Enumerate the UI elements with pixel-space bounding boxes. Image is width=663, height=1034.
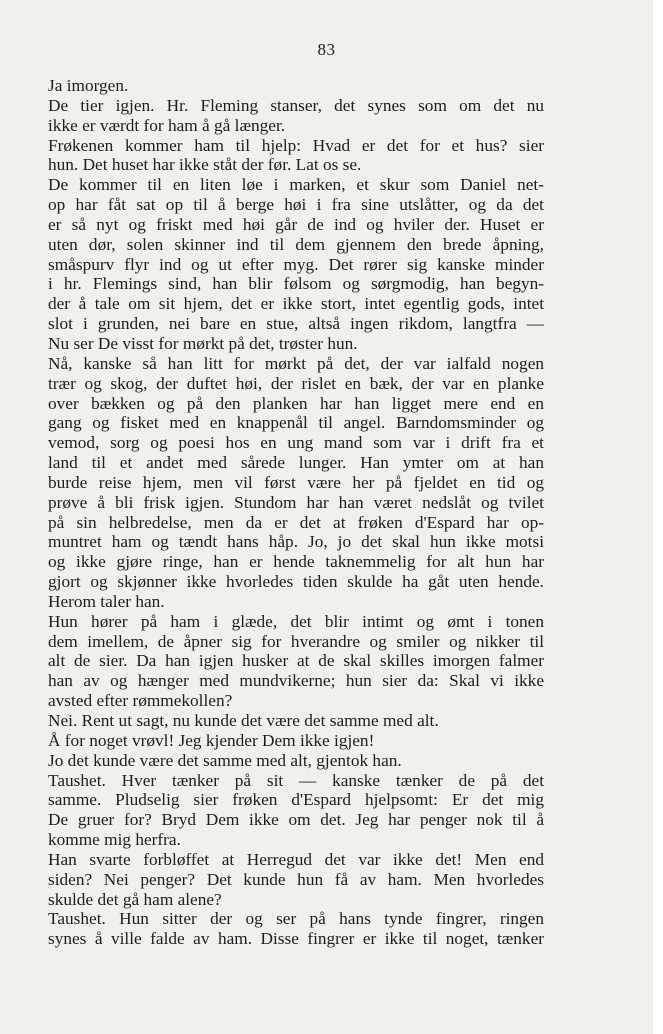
text-line: slot i grunden, nei bare en stue, altså ingen rikdom, langtfra — <box>48 314 544 334</box>
page-number: 83 <box>317 40 336 59</box>
text-line: i hr. Flemings sind, han blir følsom og sørgmodig, han begyn- <box>48 274 544 294</box>
text-line: Herom taler han. <box>48 591 165 611</box>
text-line: over bækken og på den planken har han ligget mere end en <box>48 393 544 413</box>
text-line: han av og hænger med mundvikerne; hun sier da: Skal vi ikke <box>48 671 544 691</box>
text-line: prøve å bli frisk igjen. Stundom har han været nedslåt og tvilet <box>48 492 544 512</box>
text-line: dem imellem, de åpner sig for hverandre og smiler og nikker til <box>48 631 544 651</box>
text-line: på sin helbredelse, men da er det at frøken d'Espard har op- <box>48 512 544 532</box>
text-line: småspurv flyr ind og ut efter myg. Det rører sig kanske minder <box>48 254 544 274</box>
text-line: der å tale om sit hjem, det er ikke stort, intet egentlig gods, intet <box>48 294 544 314</box>
text-line: Nei. Rent ut sagt, nu kunde det være det samme med alt. <box>48 711 439 730</box>
text-line: synes å ville falde av ham. Disse fingrer er ikke til noget, tænker <box>48 929 544 949</box>
text-line: Frøkenen kommer ham til hjelp: Hvad er det for et hus? sier <box>48 135 544 155</box>
text-line: vemod, sorg og poesi hos en ung mand som var i drift fra et <box>48 433 544 453</box>
text-line: Nå, kanske så han litt for mørkt på det, der var ialfald nogen <box>48 353 544 373</box>
text-line: avsted efter rømmekollen? <box>48 691 233 711</box>
text-line: Jo det kunde være det samme med alt, gjentok han. <box>48 750 402 770</box>
text-line: samme. Pludselig sier frøken d'Espard hjelpsomt: Er det mig <box>48 790 544 810</box>
text-line: ikke er værdt for ham å gå længer. <box>48 115 286 135</box>
text-line: De kommer til en liten løe i marken, et skur som Daniel net- <box>48 175 544 195</box>
text-line: Nu ser De visst for mørkt på det, trøster hun. <box>48 333 358 353</box>
text-line: gang og fisket med en knappenål til angel. Barndomsminder og <box>48 413 544 433</box>
text-line: trær og skog, der duftet høi, der rislet en bæk, der var en planke <box>48 373 544 393</box>
text-line: Taushet. Hun sitter der og ser på hans tynde fingrer, ringen <box>48 909 544 929</box>
text-line: skulde det gå ham alene? <box>48 889 222 909</box>
text-line: burde reise hjem, men vil først være her på fjeldet en tid og <box>48 472 544 492</box>
text-line: og ikke gjøre ringe, han er hende taknemmelig for alt hun har <box>48 552 544 572</box>
text-line: De tier igjen. Hr. Fleming stanser, det synes som om det nu <box>48 95 544 115</box>
text-line: siden? Nei penger? Det kunde hun få av ham. Men hvorledes <box>48 869 544 889</box>
text-line: muntret ham og tændt hans håp. Jo, jo det skal hun ikke motsi <box>48 532 544 552</box>
text-line: land til et andet med sårede lunger. Han ymter om at han <box>48 453 544 473</box>
text-line: Å for noget vrøvl! Jeg kjender Dem ikke igjen! <box>48 730 375 750</box>
page-margin-edge <box>653 0 663 1034</box>
text-line: Han svarte forbløffet at Herregud det var ikke det! Men end <box>48 849 544 869</box>
text-line: er så nyt og friskt med høi går de ind og hviler der. Huset er <box>48 214 544 234</box>
text-line: uten dør, solen skinner ind til dem gjennem den brede åpning, <box>48 234 544 254</box>
text-line: komme mig herfra. <box>48 830 181 850</box>
text-line: op har fåt sat op til å berge høi i fra sine utslåtter, og da det <box>48 195 544 215</box>
text-line: Taushet. Hver tænker på sit — kanske tænker de på det <box>48 770 544 790</box>
text-line: gjort og skjønner ikke hvorledes tiden skulde ha gåt uten hende. <box>48 572 544 592</box>
text-line: hun. Det huset har ikke ståt der før. Lat os se. <box>48 155 362 175</box>
text-line: alt de sier. Da han igjen husker at de skal skilles imorgen falmer <box>48 651 544 671</box>
text-line: Ja imorgen. <box>48 76 129 95</box>
text-line: Hun hører på ham i glæde, det blir intimt og ømt i tonen <box>48 611 544 631</box>
body-text <box>48 76 544 949</box>
text-line: De gruer for? Bryd Dem ikke om det. Jeg har penger nok til å <box>48 810 544 830</box>
